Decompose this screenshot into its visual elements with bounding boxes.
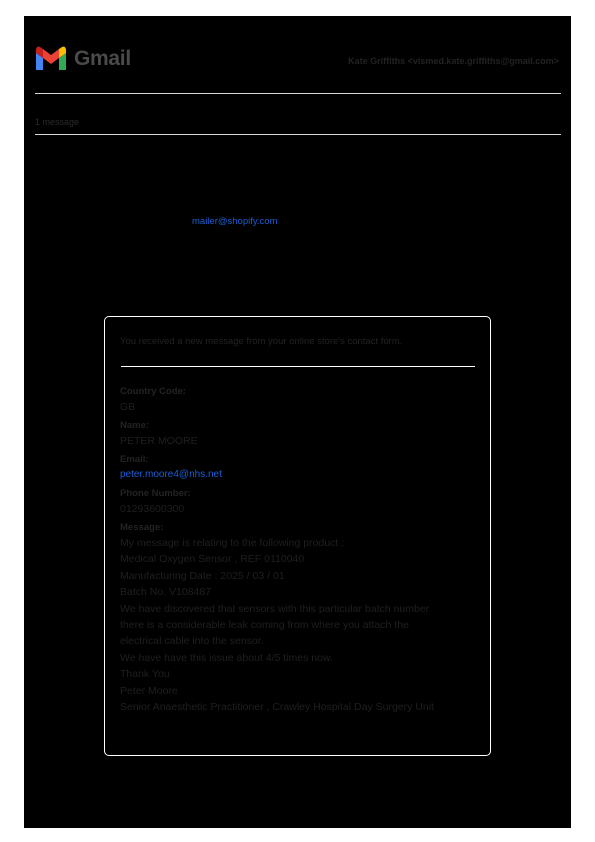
field-value-phone: 01293600300 — [120, 503, 185, 515]
message-line: Batch No. V108487 — [120, 586, 212, 599]
message-line: electrical cable into the sensor. — [120, 635, 264, 648]
field-label-message: Message: — [120, 522, 164, 533]
gmail-m-icon — [34, 46, 68, 72]
message-count: 1 message — [35, 117, 80, 127]
field-label-phone: Phone Number: — [120, 488, 191, 499]
thread-divider — [35, 134, 561, 135]
message-line: We have have this issue about 4/5 times now. — [120, 651, 333, 664]
message-line: We have discovered that sensors with this particular batch number — [120, 602, 430, 615]
email-print-page — [24, 16, 571, 828]
field-label-name: Name: — [120, 420, 150, 431]
message-line: Manufacturing Date : 2025 / 03 / 01 — [120, 569, 285, 582]
field-value-email-link[interactable]: peter.moore4@nhs.net — [120, 469, 222, 480]
header-divider — [35, 93, 561, 94]
message-line: Peter Moore — [120, 684, 178, 697]
field-value-name: PETER MOORE — [120, 435, 198, 447]
card-divider — [121, 366, 475, 367]
form-fields — [120, 385, 480, 715]
message-line: Senior Anaesthetic Practitioner , Crawley Hospital Day Surgery Unit — [120, 701, 434, 714]
field-value-country-code: GB — [120, 401, 136, 413]
message-body — [120, 535, 480, 715]
card-intro-text: You received a new message from your online store's contact form. — [120, 336, 403, 347]
mailer-link[interactable]: mailer@shopify.com — [192, 216, 278, 227]
message-line: there is a considerable leak coming from where you attach the — [120, 619, 409, 632]
gmail-wordmark: Gmail — [74, 47, 131, 70]
field-label-country-code: Country Code: — [120, 386, 186, 397]
contact-form-card — [104, 316, 491, 756]
message-line: My message is relating to the following product : — [120, 537, 345, 549]
gmail-logo[interactable] — [34, 46, 131, 72]
sender-address: Kate Griffiths <vismed.kate.griffiths@gmail.com> — [348, 56, 559, 66]
message-line: Thank You — [120, 668, 170, 681]
message-line: Medical Oxygen Sensor , REF 0110040 — [120, 553, 305, 566]
field-label-email: Email: — [120, 454, 149, 465]
